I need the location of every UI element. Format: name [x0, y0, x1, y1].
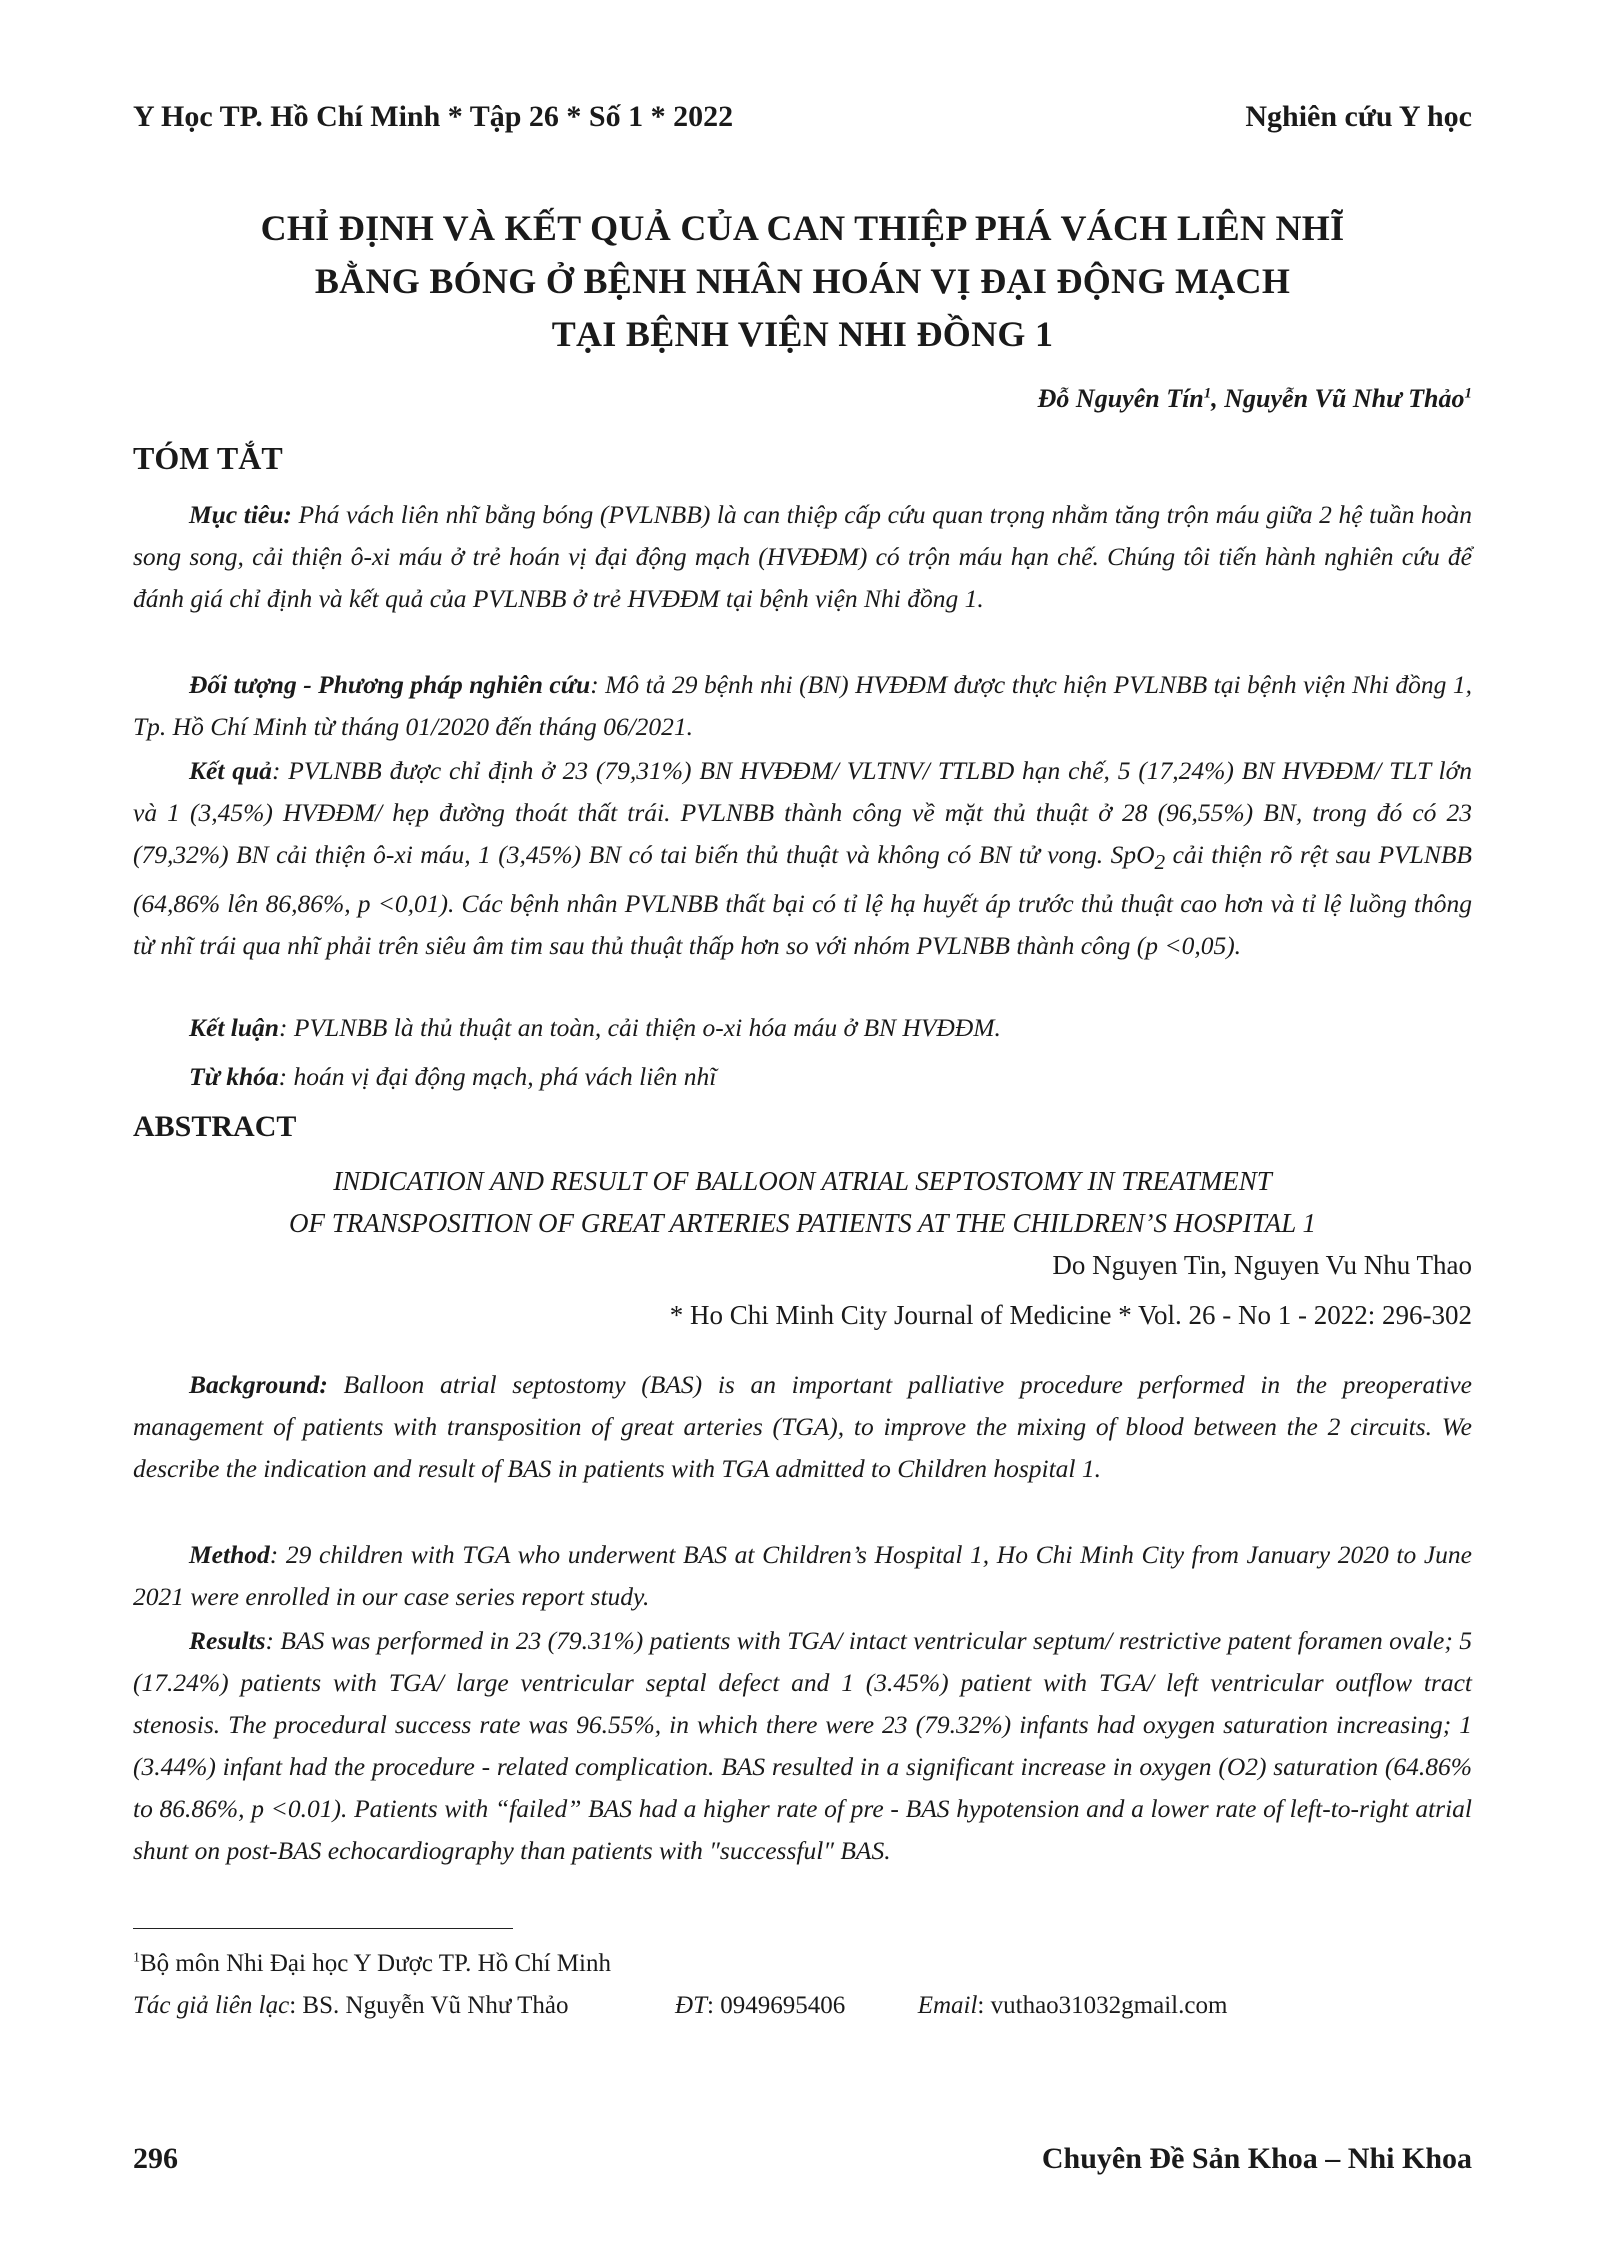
- keywords-text: : hoán vị đại động mạch, phá vách liên nhĩ: [278, 1062, 717, 1091]
- author-2: Nguyễn Vũ Như Thảo: [1224, 384, 1465, 413]
- title-line-2: BẰNG BÓNG Ở BỆNH NHÂN HOÁN VỊ ĐẠI ĐỘNG MẠCH: [314, 261, 1291, 301]
- title-line-1: CHỈ ĐỊNH VÀ KẾT QUẢ CỦA CAN THIỆP PHÁ VÁCH LIÊN NHĨ: [260, 208, 1345, 248]
- abstract-results: [133, 1620, 1472, 1872]
- author-1-affiliation-mark: 1: [1203, 385, 1212, 402]
- summary-heading: TÓM TẮT: [133, 440, 283, 476]
- results-label: Kết quả: [189, 756, 272, 785]
- contact-name: : BS. Nguyễn Vũ Như Thảo: [289, 1992, 569, 2019]
- objective-label: Mục tiêu:: [189, 500, 292, 529]
- phone-number: : 0949695406: [707, 1992, 846, 2019]
- author-list: [1038, 384, 1472, 414]
- conclusion-label: Kết luận: [189, 1013, 279, 1042]
- footnote-contact: [133, 1992, 1227, 2020]
- abstract-results-text: : BAS was performed in 23 (79.31%) patients with TGA/ intact ventricular septum/ restrictive patent foramen ovale; 5 (17.24%) patients with TGA/ large ventricular septal defect and 1 (3.45%) patient with TGA/ left ventricular outflow tract stenosis. The procedural success rate was 96.55%, in which there were 23 (79.32%) infants had oxygen saturation increasing; 1 (3.44%) infant had the procedure - related complication. BAS resulted in a significant increase in oxygen (O2) saturation (64.86% to 86.86%, p <0.01). Patients with “failed” BAS had a higher rate of pre - BAS hypotension and a lower rate of left-to-right atrial shunt on post-BAS echocardiography than patients with ″successful″ BAS.: [133, 1626, 1472, 1865]
- footnote-divider: [133, 1928, 513, 1929]
- running-header-section: Nghiên cứu Y học: [1245, 100, 1472, 133]
- summary-methods: [133, 664, 1472, 748]
- running-header-journal: Y Học TP. Hồ Chí Minh * Tập 26 * Số 1 * 2022: [133, 100, 734, 133]
- results-text-1: : PVLNBB được chỉ định ở 23 (79,31%) BN HVĐĐM/ VLTNV/ TTLBD hạn chế, 5 (17,24%) BN HVĐĐM/ TLT lớn và 1 (3,45%) HVĐĐM/ hẹp đường thoát thất trái. PVLNBB thành công về mặt thủ thuật ở 28 (96,55%) BN, trong đó có 23 (79,32%) BN cải thiện ô-xi máu, 1 (3,45%) BN có tai biến thủ thuật và không có BN tử vong. SpO: [133, 756, 1472, 869]
- title-line-3: TẠI BỆNH VIỆN NHI ĐỒNG 1: [551, 314, 1054, 354]
- objective-text: Phá vách liên nhĩ bằng bóng (PVLNBB) là can thiệp cấp cứu quan trọng nhằm tăng trộn máu giữa 2 hệ tuần hoàn song song, cải thiện ô-xi máu ở trẻ hoán vị đại động mạch (HVĐĐM) có trộn máu hạn chế. Chúng tôi tiến hành nghiên cứu để đánh giá chỉ định và kết quả của PVLNBB ở trẻ HVĐĐM tại bệnh viện Nhi đồng 1.: [133, 500, 1473, 613]
- abstract-heading: ABSTRACT: [133, 1110, 297, 1143]
- results-subscript: 2: [1154, 850, 1166, 875]
- summary-objective: [133, 494, 1472, 620]
- phone-label: ĐT: [675, 1992, 707, 2019]
- abstract-method: [133, 1534, 1472, 1618]
- page-number: 296: [133, 2142, 178, 2175]
- summary-results: [133, 750, 1472, 967]
- method-label: Method: [189, 1540, 270, 1569]
- email-label: Email: [917, 1992, 978, 2019]
- author-1: Đỗ Nguyên Tín: [1037, 384, 1204, 413]
- email-address: : vuthao31032gmail.com: [977, 1992, 1228, 2019]
- summary-conclusion: [133, 1007, 1472, 1049]
- abstract-authors: Do Nguyen Tin, Nguyen Vu Nhu Thao: [1052, 1250, 1472, 1280]
- abstract-background: [133, 1364, 1472, 1490]
- footer-section: Chuyên Đề Sản Khoa – Nhi Khoa: [1041, 2142, 1472, 2175]
- abstract-title: [133, 1160, 1472, 1244]
- abstract-title-line-1: INDICATION AND RESULT OF BALLOON ATRIAL SEPTOSTOMY IN TREATMENT: [333, 1166, 1272, 1196]
- author-separator: ,: [1211, 384, 1225, 413]
- results-text-2: cải thiện rõ rệt sau PVLNBB (64,86% lên 86,86%, p <0,01). Các bệnh nhân PVLNBB thất bại có tỉ lệ hạ huyết áp trước thủ thuật cao hơn và tỉ lệ luồng thông từ nhĩ trái qua nhĩ phải trên siêu âm tim sau thủ thuật thấp hơn so với nhóm PVLNBB thành công (p <0,05).: [133, 840, 1473, 961]
- background-label: Background: [189, 1370, 320, 1399]
- methods-label: Đối tượng - Phương pháp nghiên cứu: [189, 670, 591, 699]
- abstract-title-line-2: OF TRANSPOSITION OF GREAT ARTERIES PATIENTS AT THE CHILDREN’S HOSPITAL 1: [288, 1208, 1317, 1238]
- conclusion-text: : PVLNBB là thủ thuật an toàn, cải thiện o-xi hóa máu ở BN HVĐĐM.: [279, 1013, 1001, 1042]
- author-2-affiliation-mark: 1: [1464, 385, 1472, 402]
- method-text: : 29 children with TGA who underwent BAS at Children’s Hospital 1, Ho Chi Minh City from January 2020 to June 2021 were enrolled in our case series report study.: [133, 1540, 1472, 1611]
- footnote-affiliation-text: Bộ môn Nhi Đại học Y Dược TP. Hồ Chí Minh: [140, 1950, 611, 1977]
- abstract-citation: * Ho Chi Minh City Journal of Medicine * Vol. 26 - No 1 - 2022: 296-302: [669, 1300, 1472, 1330]
- background-text: Balloon atrial septostomy (BAS) is an important palliative procedure performed in the preoperative management of patients with transposition of great arteries (TGA), to improve the mixing of blood between the 2 circuits. We describe the indication and result of BAS in patients with TGA admitted to Children hospital 1.: [133, 1370, 1472, 1483]
- contact-label: Tác giả liên lạc: [133, 1992, 290, 2019]
- abstract-results-label: Results: [189, 1626, 266, 1655]
- article-title: [133, 202, 1472, 361]
- background-colon: :: [319, 1370, 328, 1399]
- summary-keywords: [133, 1056, 1472, 1098]
- footnote-affiliation: [133, 1950, 611, 1978]
- methods-text: : Mô tả 29 bệnh nhi (BN) HVĐĐM được thực hiện PVLNBB tại bệnh viện Nhi đồng 1, Tp. Hồ Chí Minh từ tháng 01/2020 đến tháng 06/2021.: [133, 670, 1472, 741]
- footnote-affiliation-mark: 1: [133, 1950, 140, 1966]
- keywords-label: Từ khóa: [189, 1062, 279, 1091]
